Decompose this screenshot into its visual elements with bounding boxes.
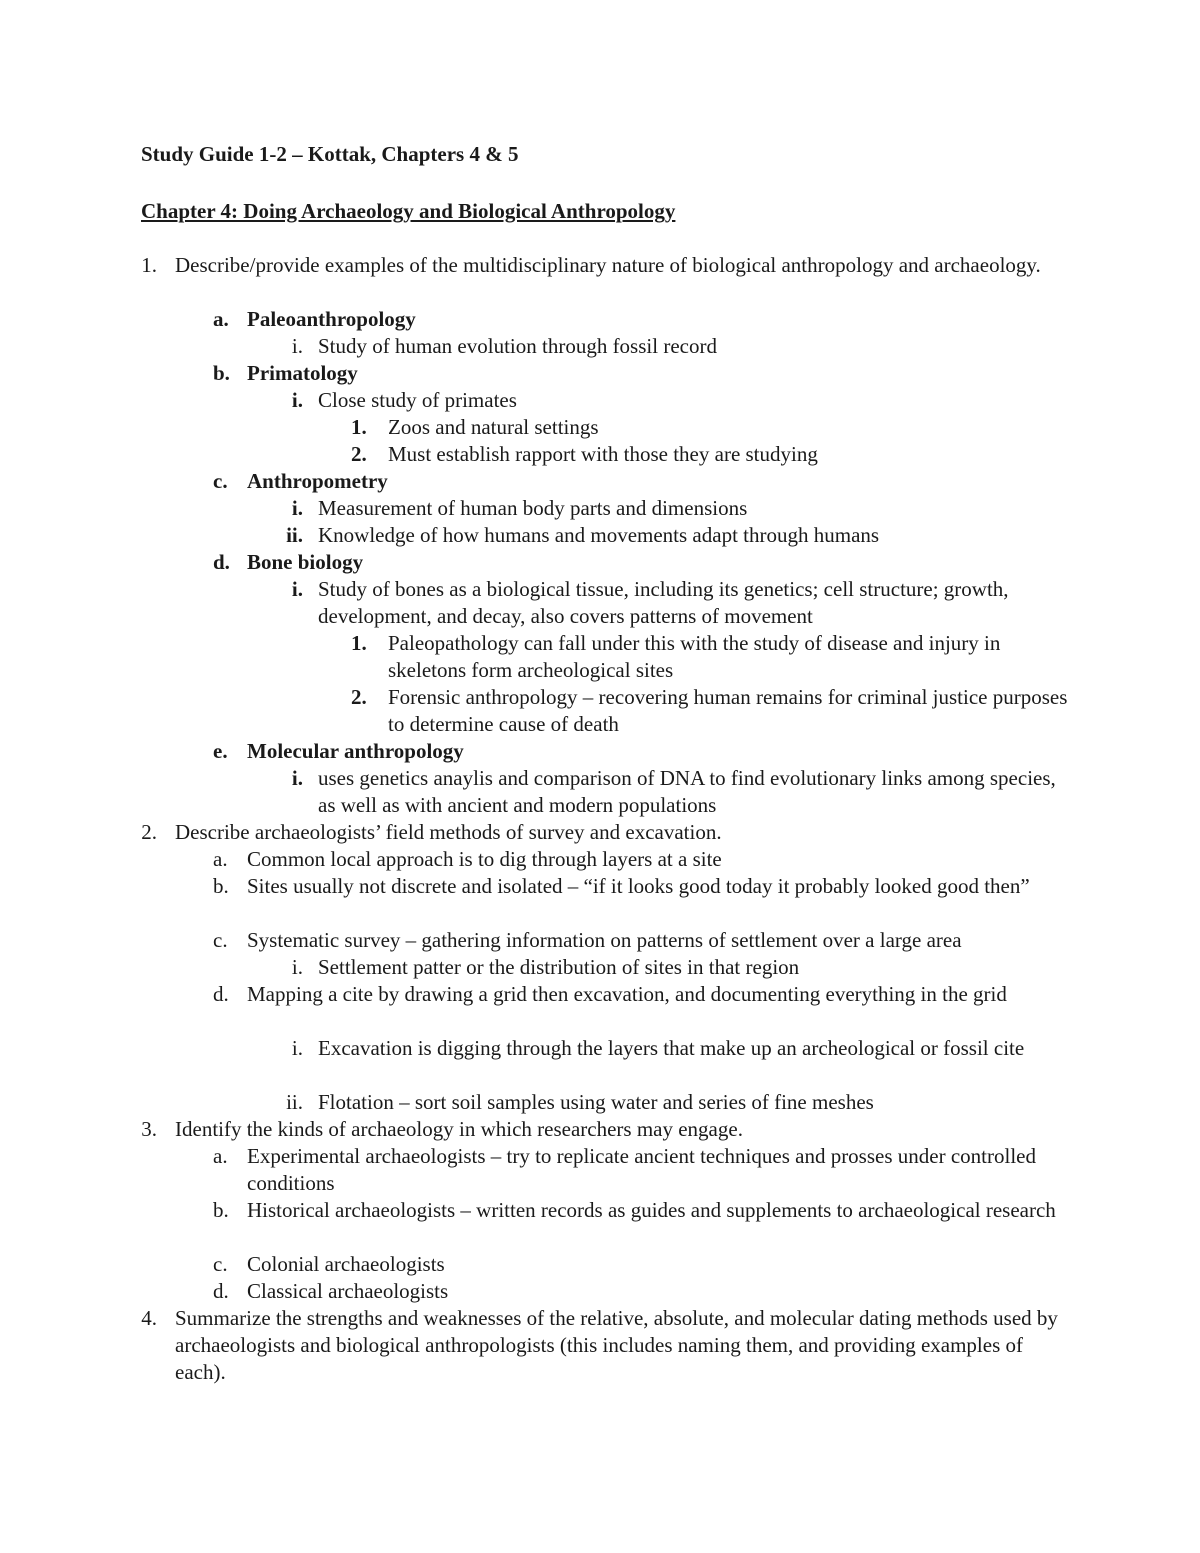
- outline-item-marker: c.: [213, 1252, 228, 1276]
- outline-item-level-2: [141, 360, 1071, 387]
- outline-item-text: Summarize the strengths and weaknesses of the relative, absolute, and molecular dating methods used by archaeologists and biological anthropologists (this includes naming them, and providing examples of each).: [175, 1306, 1058, 1384]
- outline-item-level-4: [141, 630, 1071, 684]
- outline-item-text: Identify the kinds of archaeology in which researchers may engage.: [175, 1117, 743, 1141]
- outline-item-text: Molecular anthropology: [247, 739, 464, 763]
- outline-item-level-2: [141, 981, 1071, 1035]
- outline-item-marker: 2.: [141, 820, 157, 844]
- outline-item-marker: c.: [213, 928, 228, 952]
- document-title: Study Guide 1-2 – Kottak, Chapters 4 & 5: [141, 142, 519, 166]
- outline-item-marker: e.: [213, 739, 228, 763]
- outline-item-text: Describe/provide examples of the multidisciplinary nature of biological anthropology and archaeology.: [175, 253, 1041, 277]
- outline-item-marker: a.: [213, 307, 229, 331]
- outline-item-text: Excavation is digging through the layers that make up an archeological or fossil cite: [318, 1036, 1025, 1060]
- outline-item-marker: 2.: [351, 442, 367, 466]
- outline-item-marker: b.: [213, 361, 230, 385]
- outline-item-marker: 2.: [351, 685, 367, 709]
- outline-item-level-1: [141, 1116, 1071, 1143]
- outline-item-text: Classical archaeologists: [247, 1279, 449, 1303]
- outline-item-text: Experimental archaeologists – try to replicate ancient techniques and prosses under controlled conditions: [247, 1144, 1036, 1195]
- outline-item-text: Mapping a cite by drawing a grid then excavation, and documenting everything in the grid: [247, 982, 1007, 1006]
- outline-item-marker: d.: [213, 982, 229, 1006]
- outline-item-marker: a.: [213, 1144, 228, 1168]
- outline-item-text: Sites usually not discrete and isolated – “if it looks good today it probably looked good then”: [247, 874, 1030, 898]
- outline-item-level-2: [141, 846, 1071, 873]
- outline-item-level-3: [141, 387, 1071, 414]
- document-body: [141, 141, 1071, 1386]
- outline-item-marker: i.: [291, 955, 303, 979]
- outline-item-text: Paleopathology can fall under this with the study of disease and injury in skeletons form archeological sites: [388, 631, 1001, 682]
- outline-item-level-1: [141, 252, 1071, 306]
- chapter-heading: Chapter 4: Doing Archaeology and Biological Anthropology: [141, 199, 676, 223]
- outline-item-level-4: [141, 684, 1071, 738]
- outline-item-text: Flotation – sort soil samples using water and series of fine meshes: [318, 1090, 874, 1114]
- outline-item-marker: i.: [291, 334, 303, 358]
- outline-item-level-2: [141, 738, 1071, 765]
- outline-item-text: Study of bones as a biological tissue, including its genetics; cell structure; growth, development, and decay, also covers patterns of movement: [318, 577, 1009, 628]
- outline-item-text: Bone biology: [247, 550, 364, 574]
- outline-item-level-2: [141, 1143, 1071, 1197]
- outline-item-marker: 1.: [141, 253, 157, 277]
- outline-item-text: Knowledge of how humans and movements adapt through humans: [318, 523, 880, 547]
- outline-item-level-1: [141, 1305, 1071, 1386]
- outline-item-marker: i.: [291, 577, 303, 601]
- outline-item-level-2: [141, 873, 1071, 927]
- outline-item-marker: ii.: [286, 1090, 303, 1114]
- outline-item-level-3: [141, 765, 1071, 819]
- outline-item-text: Anthropometry: [247, 469, 388, 493]
- outline-item-level-2: [141, 1251, 1071, 1278]
- outline-item-level-3: [141, 576, 1071, 630]
- outline-item-text: Paleoanthropology: [247, 307, 416, 331]
- outline-item-text: Common local approach is to dig through layers at a site: [247, 847, 722, 871]
- outline-item-text: Zoos and natural settings: [388, 415, 599, 439]
- outline-item-marker: d.: [213, 1279, 229, 1303]
- outline-item-marker: i.: [291, 496, 303, 520]
- outline-item-marker: 1.: [351, 415, 367, 439]
- outline-item-level-2: [141, 927, 1071, 954]
- outline-item-marker: d.: [213, 550, 230, 574]
- outline-item-text: Must establish rapport with those they are studying: [388, 442, 818, 466]
- outline-item-text: Study of human evolution through fossil record: [318, 334, 717, 358]
- outline-item-text: Systematic survey – gathering information on patterns of settlement over a large area: [247, 928, 962, 952]
- outline-item-level-3: [141, 954, 1071, 981]
- outline-item-level-3: [141, 495, 1071, 522]
- outline-item-level-3: [141, 1089, 1071, 1116]
- outline-item-marker: a.: [213, 847, 228, 871]
- outline-item-marker: i.: [291, 388, 303, 412]
- outline-item-text: Historical archaeologists – written records as guides and supplements to archaeological research: [247, 1198, 1056, 1222]
- outline-item-marker: 1.: [351, 631, 367, 655]
- outline-item-level-2: [141, 549, 1071, 576]
- outline-item-level-2: [141, 1278, 1071, 1305]
- outline-item-marker: b.: [213, 1198, 229, 1222]
- outline-item-level-3: [141, 1035, 1071, 1089]
- outline-item-text: Measurement of human body parts and dimensions: [318, 496, 748, 520]
- outline-item-level-3: [141, 333, 1071, 360]
- outline-item-level-2: [141, 1197, 1071, 1251]
- outline-item-text: Colonial archaeologists: [247, 1252, 445, 1276]
- outline-item-text: Describe archaeologists’ field methods of survey and excavation.: [175, 820, 722, 844]
- outline-item-marker: b.: [213, 874, 229, 898]
- outline-item-marker: i.: [291, 1036, 303, 1060]
- outline-item-level-3: [141, 522, 1071, 549]
- outline-item-level-2: [141, 306, 1071, 333]
- outline-item-level-1: [141, 819, 1071, 846]
- outline-item-marker: ii.: [286, 523, 303, 547]
- outline-item-text: uses genetics anaylis and comparison of DNA to find evolutionary links among species, as well as with ancient and modern populations: [318, 766, 1056, 817]
- outline-item-level-2: [141, 468, 1071, 495]
- outline-item-marker: c.: [213, 469, 228, 493]
- outline-item-text: Close study of primates: [318, 388, 517, 412]
- outline-item-level-4: [141, 414, 1071, 441]
- outline-item-level-4: [141, 441, 1071, 468]
- outline-item-marker: 4.: [141, 1306, 157, 1330]
- outline-item-marker: i.: [291, 766, 303, 790]
- outline-item-text: Settlement patter or the distribution of sites in that region: [318, 955, 800, 979]
- outline-list: [141, 252, 1071, 1386]
- outline-item-text: Primatology: [247, 361, 358, 385]
- outline-item-marker: 3.: [141, 1117, 157, 1141]
- outline-item-text: Forensic anthropology – recovering human remains for criminal justice purposes to determine cause of death: [388, 685, 1068, 736]
